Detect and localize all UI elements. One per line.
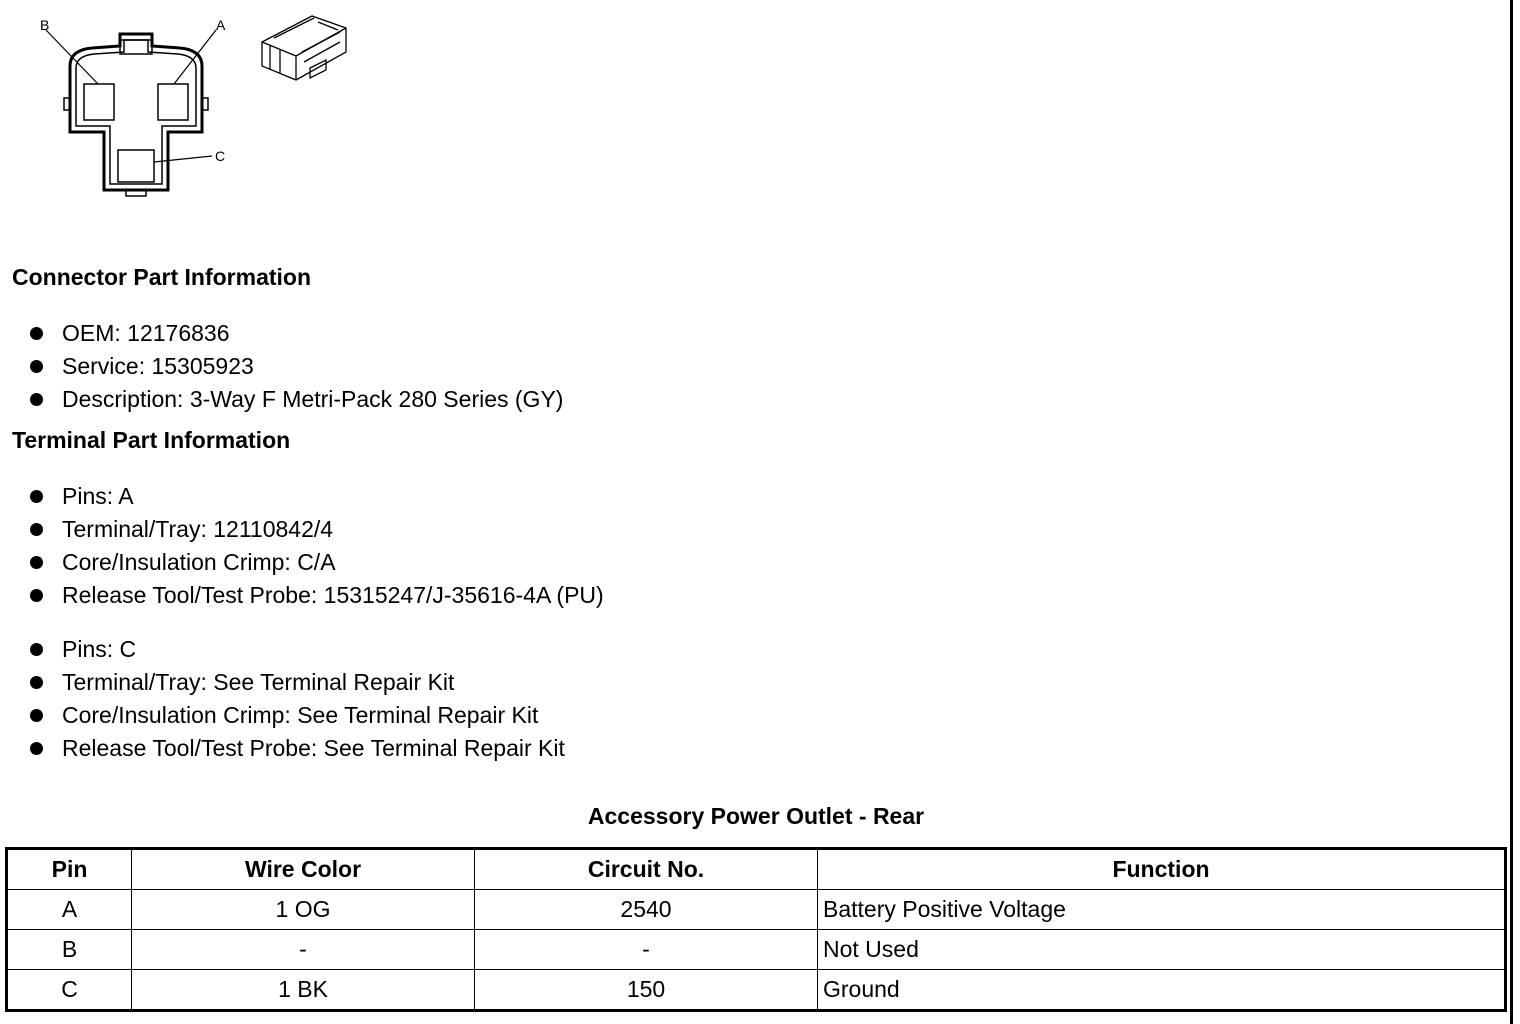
list-item — [28, 350, 563, 383]
list-item — [28, 732, 565, 765]
bullet-icon — [30, 327, 43, 340]
bullet-icon — [30, 589, 43, 602]
list-item — [28, 546, 604, 579]
list-item-text: Terminal/Tray: See Terminal Repair Kit — [62, 669, 455, 695]
cell-wire-color: 1 OG — [132, 890, 475, 930]
cell-wire-color: 1 BK — [132, 970, 475, 1011]
leader-line-b — [46, 30, 98, 84]
cell-function: Ground — [818, 970, 1506, 1011]
list-item-text: Pins: C — [62, 636, 137, 662]
list-item-text: Core/Insulation Crimp: See Terminal Repair Kit — [62, 702, 539, 728]
list-item-text: OEM: 12176836 — [62, 320, 230, 346]
list-item-text: Pins: A — [62, 483, 134, 509]
bullet-icon — [30, 676, 43, 689]
column-header-wire-color: Wire Color — [132, 849, 475, 890]
table-row — [7, 970, 1506, 1011]
cell-pin: C — [7, 970, 132, 1011]
bullet-icon — [30, 556, 43, 569]
cell-circuit-no: 2540 — [475, 890, 818, 930]
bullet-icon — [30, 742, 43, 755]
bullet-icon — [30, 523, 43, 536]
cell-pin: A — [7, 890, 132, 930]
bullet-icon — [30, 709, 43, 722]
cavity-a — [158, 84, 188, 120]
connector-housing-inner — [76, 40, 196, 184]
connector-isometric-sketch — [262, 16, 346, 80]
list-item — [28, 579, 604, 612]
cell-circuit-no: - — [475, 930, 818, 970]
pin-label-a: A — [216, 17, 226, 33]
list-item — [28, 633, 565, 666]
list-item-text: Core/Insulation Crimp: C/A — [62, 549, 336, 575]
terminal-pin-c-list — [28, 633, 565, 765]
cavity-b — [84, 84, 114, 120]
bullet-icon — [30, 393, 43, 406]
table-header-row — [7, 849, 1506, 890]
list-item — [28, 513, 604, 546]
connector-part-info-list — [28, 317, 563, 416]
bullet-icon — [30, 360, 43, 373]
pin-label-b: B — [40, 17, 50, 33]
leader-line-a — [174, 30, 216, 84]
page-right-border — [1510, 0, 1513, 1024]
table-row — [7, 930, 1506, 970]
pin-label-c: C — [215, 148, 226, 164]
column-header-function: Function — [818, 849, 1506, 890]
cell-circuit-no: 150 — [475, 970, 818, 1011]
bullet-icon — [30, 643, 43, 656]
bullet-icon — [30, 490, 43, 503]
column-header-circuit-no: Circuit No. — [475, 849, 818, 890]
column-header-pin: Pin — [7, 849, 132, 890]
cavity-c — [118, 150, 154, 182]
connector-part-info-heading: Connector Part Information — [12, 264, 312, 290]
cell-pin: B — [7, 930, 132, 970]
list-item-text: Terminal/Tray: 12110842/4 — [62, 516, 334, 542]
list-item-text: Release Tool/Test Probe: 15315247/J-35616-4A (PU) — [62, 582, 604, 608]
list-item-text: Service: 15305923 — [62, 353, 254, 379]
table-title: Accessory Power Outlet - Rear — [587, 803, 925, 829]
list-item — [28, 480, 604, 513]
list-item-text: Release Tool/Test Probe: See Terminal Repair Kit — [62, 735, 565, 761]
list-item — [28, 666, 565, 699]
connector-key-tab — [120, 40, 152, 54]
list-item — [28, 699, 565, 732]
list-item-text: Description: 3-Way F Metri-Pack 280 Series (GY) — [62, 386, 564, 412]
cell-function: Battery Positive Voltage — [818, 890, 1506, 930]
list-item — [28, 317, 563, 350]
connector-face-diagram — [30, 8, 370, 208]
cell-wire-color: - — [132, 930, 475, 970]
cell-function: Not Used — [818, 930, 1506, 970]
terminal-part-info-heading: Terminal Part Information — [12, 427, 291, 453]
connector-housing-outline — [70, 34, 202, 190]
table-row — [7, 890, 1506, 930]
pinout-table — [5, 847, 1507, 1012]
list-item — [28, 383, 563, 416]
terminal-pin-a-list — [28, 480, 604, 612]
